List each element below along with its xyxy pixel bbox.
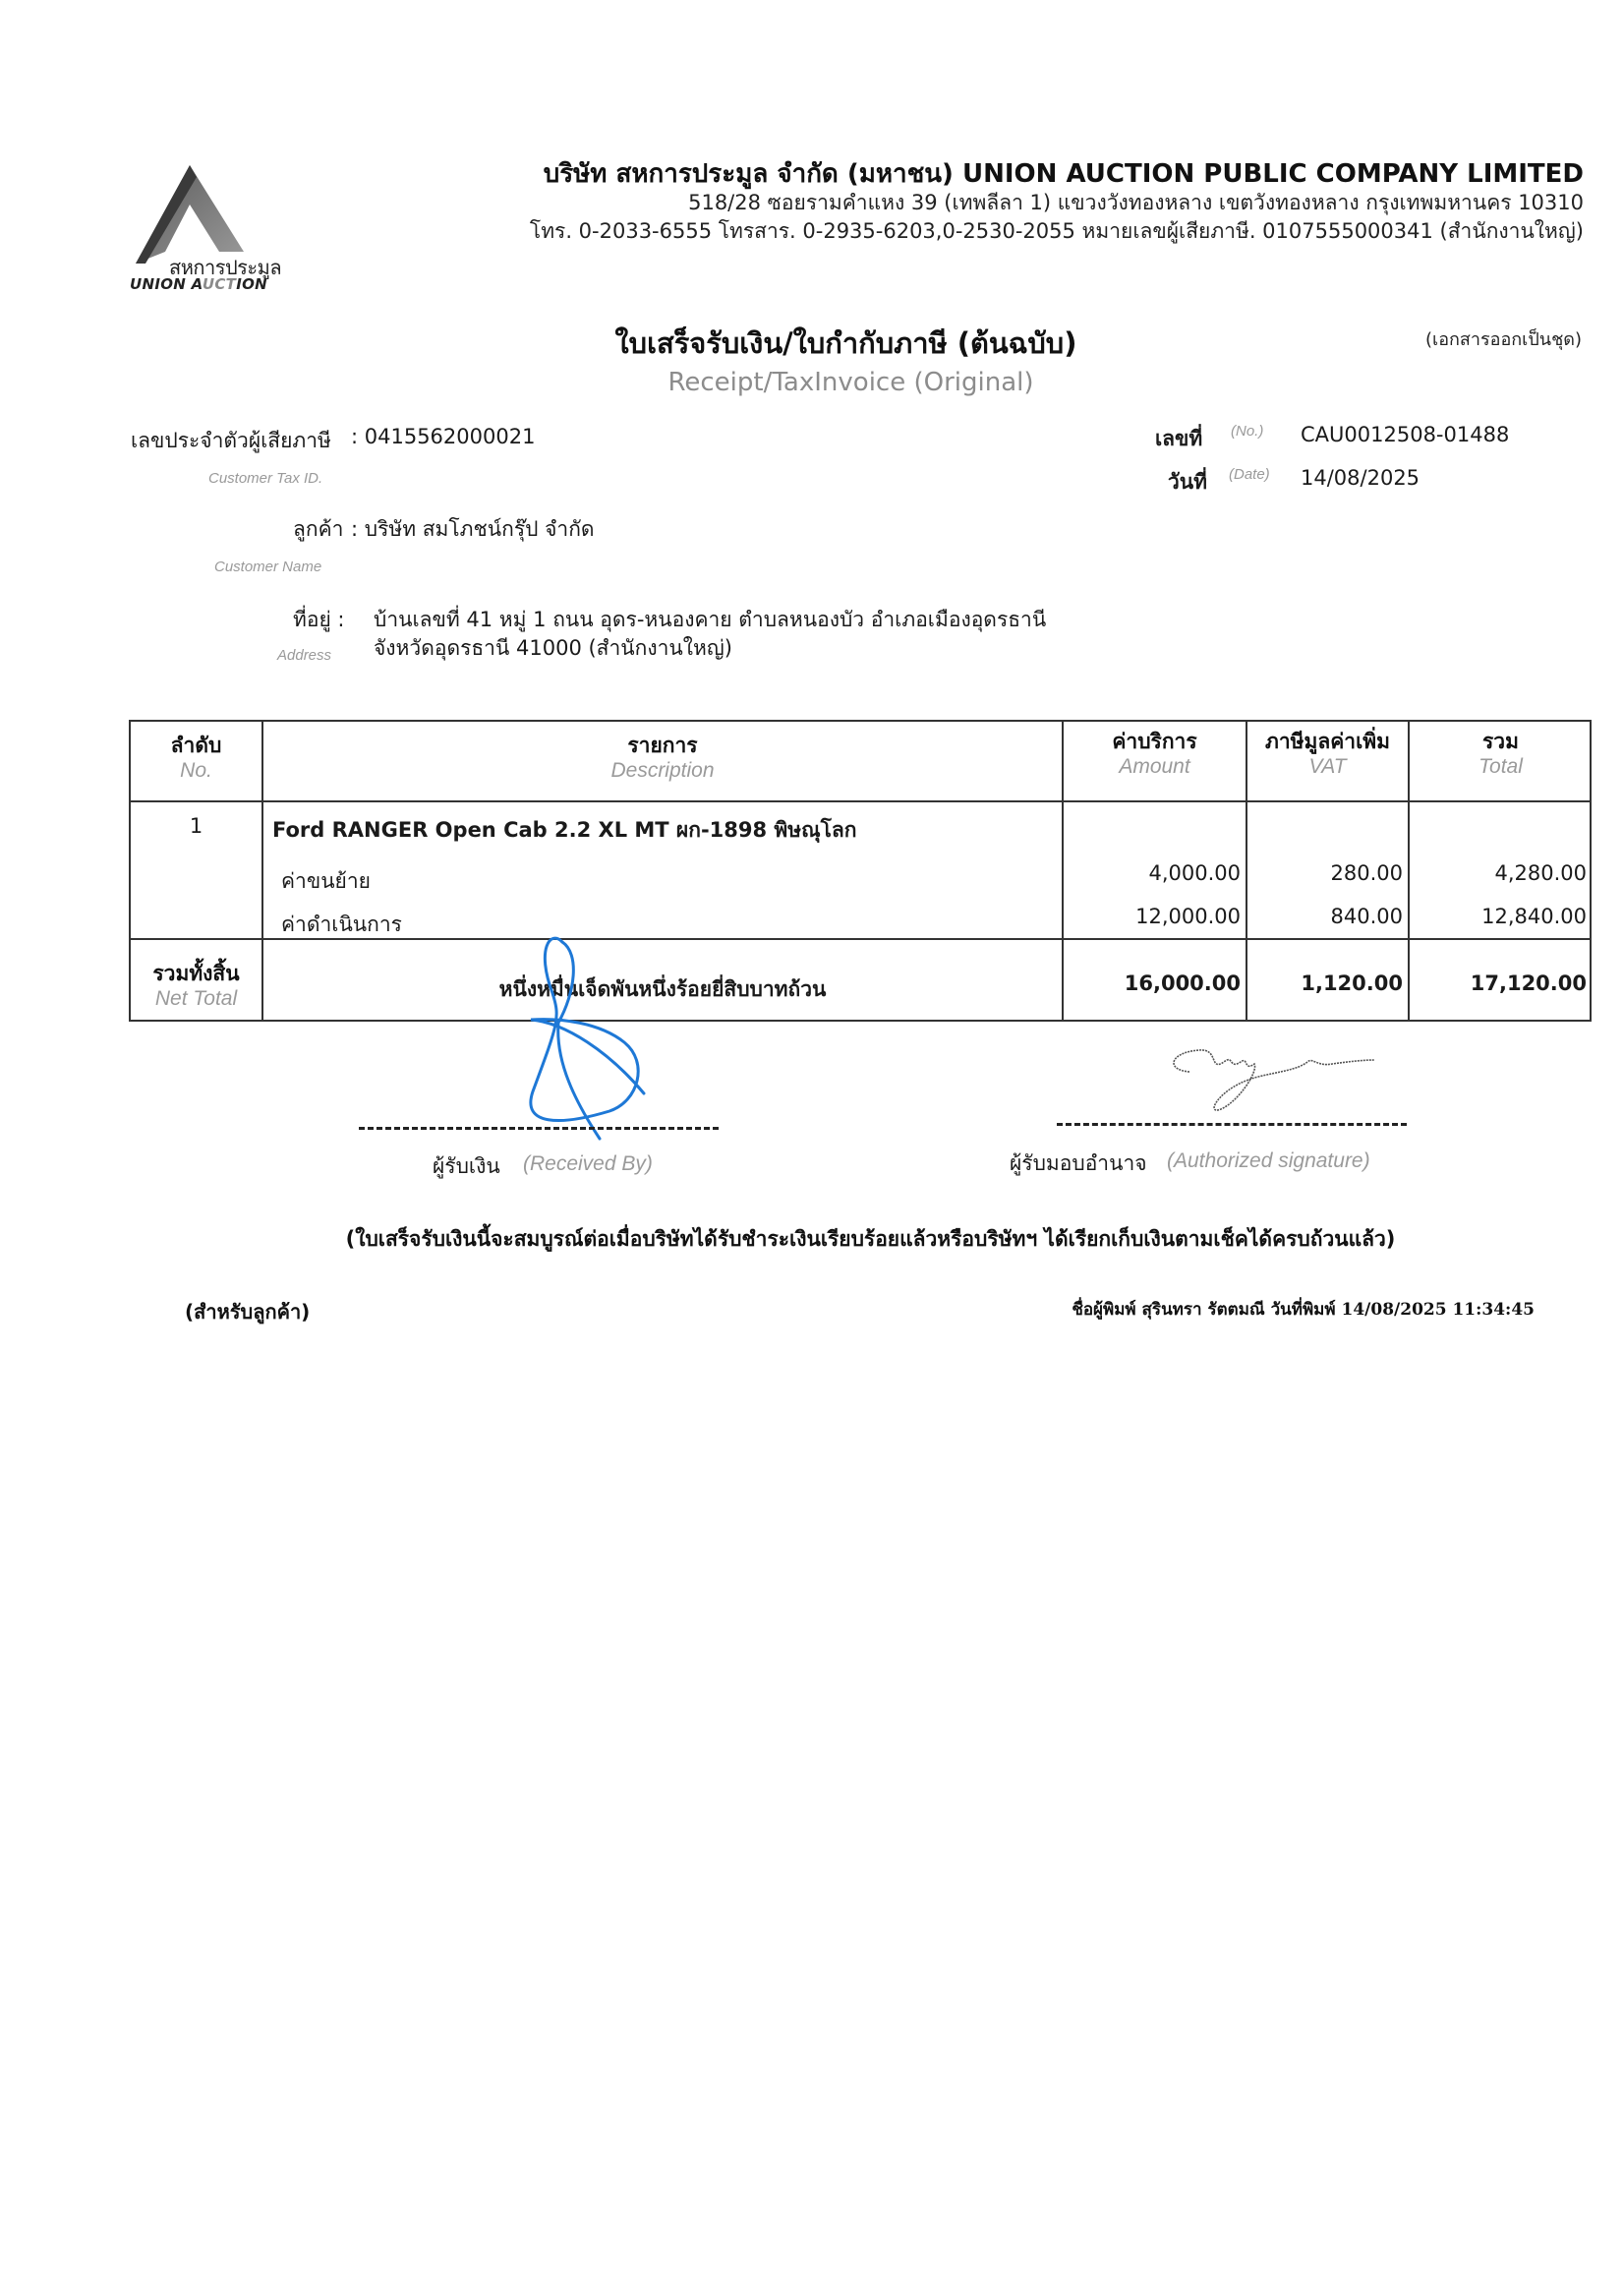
line-1-amount: 4,000.00 (1148, 861, 1241, 885)
line-items-table (129, 720, 1592, 1022)
customer-value: : บริษัท สมโภชน์กรุ๊ป จำกัด (351, 517, 595, 541)
customer-label-en: Customer Name (214, 559, 322, 575)
header-total-en: Total (1478, 755, 1523, 778)
item-number: 1 (189, 814, 203, 838)
logo-english-name: UNION AUCTION (130, 275, 268, 293)
received-by-label: ผู้รับเงิน (433, 1154, 500, 1178)
address-label-en: Address (277, 647, 332, 664)
line-2-vat: 840.00 (1330, 905, 1403, 928)
printed-by-info: ชื่อผู้พิมพ์ สุรินทรา รัตตมณี วันที่พิมพ์ 14/08/2025 11:34:45 (1072, 1300, 1535, 1320)
company-logo (128, 165, 285, 298)
tax-id-label-en: Customer Tax ID. (208, 470, 323, 487)
line-2-description: ค่าดำเนินการ (281, 913, 402, 936)
authorized-signature-line (1057, 1123, 1407, 1126)
tax-id-label: เลขประจำตัวผู้เสียภาษี (131, 429, 331, 452)
net-total-vat: 1,120.00 (1301, 971, 1403, 995)
line-1-total: 4,280.00 (1494, 861, 1587, 885)
net-total-total: 17,120.00 (1470, 971, 1587, 995)
received-by-signature (492, 924, 688, 1141)
logo-thai-name: สหการประมูล (169, 256, 282, 279)
document-set-note: (เอกสารออกเป็นชุด) (1425, 329, 1582, 350)
tax-id-value: : 0415562000021 (351, 425, 536, 448)
authorized-label: ผู้รับมอบอำนาจ (1010, 1151, 1147, 1175)
logo-triangle-icon (136, 165, 244, 264)
header-amount-th: ค่าบริการ (1112, 730, 1197, 753)
line-2-total: 12,840.00 (1481, 905, 1587, 928)
line-2-amount: 12,000.00 (1135, 905, 1241, 928)
net-total-in-words: หนึ่งหมื่นเจ็ดพันหนึ่งร้อยยี่สิบบาทถ้วน (498, 977, 827, 1001)
header-no-th: ลำดับ (170, 734, 222, 757)
net-total-label-en: Net Total (154, 987, 238, 1010)
header-amount-en: Amount (1119, 755, 1190, 778)
receipt-number-label: เลขที่ (1155, 427, 1203, 450)
header-no-en: No. (180, 759, 212, 782)
company-address: 518/28 ซอยรามคำแหง 39 (เทพลีลา 1) แขวงวังทองหลาง เขตวังทองหลาง กรุงเทพมหานคร 10310 (688, 191, 1584, 214)
address-line1: บ้านเลขที่ 41 หมู่ 1 ถนน อุดร-หนองคาย ตำบลหนองบัว อำเภอเมืองอุดรธานี (374, 608, 1047, 631)
date-label-en: (Date) (1229, 466, 1270, 483)
header-vat-th: ภาษีมูลค่าเพิ่ม (1265, 730, 1390, 753)
net-total-amount: 16,000.00 (1124, 971, 1241, 995)
document-title-thai: ใบเสร็จรับเงิน/ใบกำกับภาษี (ต้นฉบับ) (614, 326, 1077, 360)
authorized-signature (1150, 1032, 1386, 1121)
header-vat-en: VAT (1308, 755, 1347, 778)
address-label: ที่อยู่ : (293, 608, 345, 631)
header-description-th: รายการ (627, 734, 698, 757)
customer-label: ลูกค้า (293, 517, 344, 541)
authorized-label-en: (Authorized signature) (1167, 1149, 1370, 1172)
line-1-vat: 280.00 (1330, 861, 1403, 885)
company-contact: โทร. 0-2033-6555 โทรสาร. 0-2935-6203,0-2530-2055 หมายเลขผู้เสียภาษี. 0107555000341 (สำนักงานใหญ่) (529, 219, 1584, 243)
receipt-number-value: CAU0012508-01488 (1301, 423, 1510, 446)
net-total-label-th: รวมทั้งสิ้น (152, 962, 240, 985)
date-value: 14/08/2025 (1301, 466, 1420, 490)
date-label: วันที่ (1168, 470, 1207, 494)
address-line2: จังหวัดอุดรธานี 41000 (สำนักงานใหญ่) (374, 636, 732, 660)
received-by-line (359, 1127, 719, 1130)
line-1-description: ค่าขนย้าย (281, 869, 371, 893)
header-total-th: รวม (1482, 730, 1519, 753)
item-title: Ford RANGER Open Cab 2.2 XL MT ผก-1898 พิษณุโลก (272, 818, 857, 842)
receipt-number-label-en: (No.) (1231, 423, 1264, 440)
document-title-english: Receipt/TaxInvoice (Original) (667, 368, 1034, 397)
company-name: บริษัท สหการประมูล จำกัด (มหาชน) UNION AUCTION PUBLIC COMPANY LIMITED (543, 159, 1584, 189)
received-by-label-en: (Received By) (523, 1152, 653, 1175)
for-customer-label: (สำหรับลูกค้า) (185, 1300, 311, 1324)
receipt-validity-note: (ใบเสร็จรับเงินนี้จะสมบูรณ์ต่อเมื่อบริษัทได้รับชำระเงินเรียบร้อยแล้วหรือบริษัทฯ ได้เรียกเก็บเงินตามเช็คได้ครบถ้วนแล้ว) (345, 1227, 1396, 1251)
header-description-en: Description (610, 759, 715, 782)
